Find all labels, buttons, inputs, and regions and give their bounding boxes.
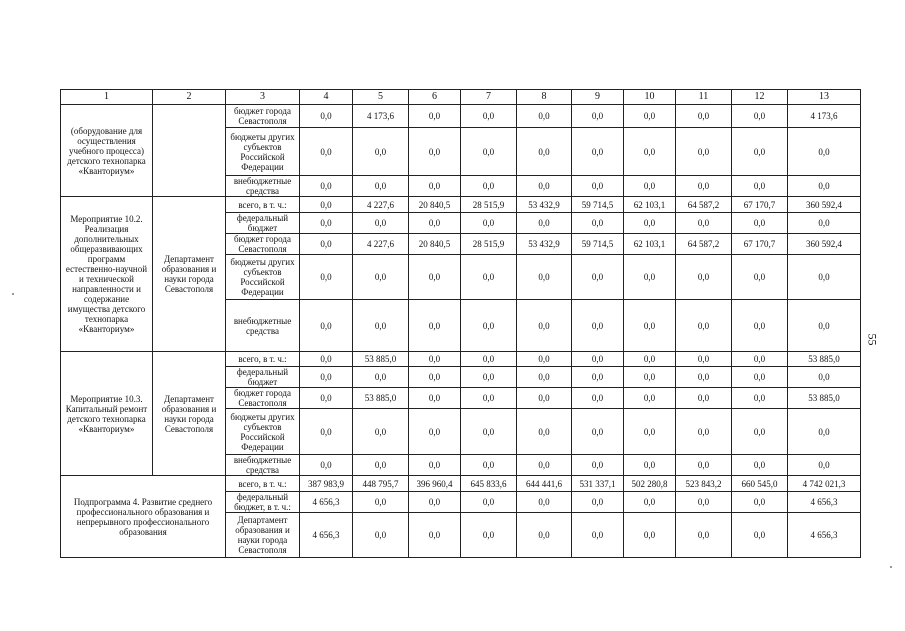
header-cell: 2: [153, 90, 226, 105]
value-cell: 0,0: [788, 455, 861, 476]
value-cell: 53 432,9: [517, 234, 572, 255]
value-cell: 0,0: [676, 352, 732, 367]
header-cell: 6: [409, 90, 461, 105]
value-cell: 0,0: [461, 300, 517, 352]
value-cell: 0,0: [300, 409, 353, 455]
value-cell: 0,0: [353, 367, 409, 388]
value-cell: 0,0: [517, 176, 572, 197]
executor-cell: [153, 105, 226, 197]
value-cell: 0,0: [788, 409, 861, 455]
value-cell: 0,0: [300, 352, 353, 367]
funding-source-cell: бюджет города Севастополя: [226, 234, 300, 255]
executor-cell: Департамент образования и науки города Севастополя: [153, 197, 226, 352]
value-cell: 0,0: [572, 492, 624, 513]
activity-name-cell: Мероприятие 10.2. Реализация дополнительных общеразвивающих программ естественно-научной и технической направленности и содержание имущества детского технопарка «Кванториум»: [61, 197, 153, 352]
value-cell: 0,0: [676, 255, 732, 300]
value-cell: 0,0: [353, 255, 409, 300]
value-cell: 0,0: [461, 176, 517, 197]
value-cell: 0,0: [788, 255, 861, 300]
value-cell: 0,0: [517, 105, 572, 128]
value-cell: 502 280,8: [624, 476, 676, 492]
value-cell: 0,0: [624, 513, 676, 558]
value-cell: 0,0: [353, 455, 409, 476]
value-cell: 0,0: [461, 255, 517, 300]
value-cell: 0,0: [461, 409, 517, 455]
value-cell: 0,0: [676, 176, 732, 197]
value-cell: 53 432,9: [517, 197, 572, 213]
table-row: [61, 197, 861, 213]
value-cell: 0,0: [572, 352, 624, 367]
value-cell: 64 587,2: [676, 197, 732, 213]
value-cell: 396 960,4: [409, 476, 461, 492]
value-cell: 0,0: [624, 213, 676, 234]
value-cell: 0,0: [409, 300, 461, 352]
value-cell: 448 795,7: [353, 476, 409, 492]
value-cell: 0,0: [353, 513, 409, 558]
value-cell: 0,0: [788, 128, 861, 176]
value-cell: 0,0: [624, 367, 676, 388]
header-cell: 11: [676, 90, 732, 105]
value-cell: 0,0: [732, 300, 788, 352]
value-cell: 0,0: [409, 128, 461, 176]
value-cell: 645 833,6: [461, 476, 517, 492]
value-cell: 387 983,9: [300, 476, 353, 492]
value-cell: 0,0: [676, 492, 732, 513]
value-cell: 0,0: [676, 367, 732, 388]
funding-source-cell: федеральный бюджет: [226, 367, 300, 388]
value-cell: 53 885,0: [788, 352, 861, 367]
value-cell: 0,0: [461, 367, 517, 388]
value-cell: 0,0: [300, 128, 353, 176]
subprogram-name-cell: Подпрограмма 4. Развитие среднего профессионального образования и непрерывного профессионального образования: [61, 476, 226, 558]
value-cell: 0,0: [572, 255, 624, 300]
value-cell: 0,0: [300, 197, 353, 213]
value-cell: 0,0: [517, 352, 572, 367]
value-cell: 4 656,3: [300, 513, 353, 558]
value-cell: 0,0: [517, 128, 572, 176]
value-cell: 0,0: [517, 213, 572, 234]
value-cell: 0,0: [624, 105, 676, 128]
header-cell: 12: [732, 90, 788, 105]
value-cell: 0,0: [788, 213, 861, 234]
value-cell: 0,0: [788, 176, 861, 197]
value-cell: 531 337,1: [572, 476, 624, 492]
value-cell: 53 885,0: [788, 388, 861, 409]
header-cell: 9: [572, 90, 624, 105]
value-cell: 0,0: [409, 176, 461, 197]
value-cell: 0,0: [409, 352, 461, 367]
value-cell: 0,0: [300, 234, 353, 255]
value-cell: 0,0: [353, 409, 409, 455]
header-cell: 3: [226, 90, 300, 105]
value-cell: 0,0: [353, 213, 409, 234]
value-cell: 0,0: [572, 176, 624, 197]
scan-speck: [12, 293, 14, 295]
value-cell: 20 840,5: [409, 197, 461, 213]
value-cell: 0,0: [409, 213, 461, 234]
value-cell: 0,0: [676, 409, 732, 455]
value-cell: 59 714,5: [572, 197, 624, 213]
value-cell: 67 170,7: [732, 234, 788, 255]
value-cell: 0,0: [300, 388, 353, 409]
value-cell: 0,0: [572, 367, 624, 388]
value-cell: 0,0: [517, 492, 572, 513]
value-cell: 0,0: [409, 455, 461, 476]
value-cell: 0,0: [572, 455, 624, 476]
value-cell: 0,0: [300, 455, 353, 476]
value-cell: 0,0: [732, 455, 788, 476]
value-cell: 0,0: [732, 367, 788, 388]
value-cell: 0,0: [461, 492, 517, 513]
funding-source-cell: всего, в т. ч.:: [226, 197, 300, 213]
value-cell: 0,0: [624, 300, 676, 352]
value-cell: 0,0: [624, 352, 676, 367]
budget-table: [60, 89, 861, 558]
value-cell: 0,0: [732, 409, 788, 455]
value-cell: 0,0: [676, 388, 732, 409]
value-cell: 0,0: [461, 513, 517, 558]
value-cell: 28 515,9: [461, 197, 517, 213]
header-cell: 4: [300, 90, 353, 105]
budget-table-sheet: [60, 89, 860, 558]
activity-name-cell: Мероприятие 10.3. Капитальный ремонт детского технопарка «Кванториум»: [61, 352, 153, 476]
value-cell: 0,0: [517, 455, 572, 476]
value-cell: 0,0: [624, 388, 676, 409]
value-cell: 53 885,0: [353, 352, 409, 367]
value-cell: 0,0: [300, 176, 353, 197]
value-cell: 0,0: [676, 300, 732, 352]
value-cell: 0,0: [517, 388, 572, 409]
value-cell: 0,0: [461, 105, 517, 128]
value-cell: 0,0: [572, 128, 624, 176]
header-cell: 1: [61, 90, 153, 105]
value-cell: 0,0: [353, 176, 409, 197]
value-cell: 523 843,2: [676, 476, 732, 492]
value-cell: 0,0: [353, 128, 409, 176]
value-cell: 0,0: [353, 492, 409, 513]
value-cell: 4 227,6: [353, 197, 409, 213]
value-cell: 0,0: [517, 255, 572, 300]
value-cell: 4 656,3: [788, 513, 861, 558]
value-cell: 660 545,0: [732, 476, 788, 492]
value-cell: 0,0: [732, 255, 788, 300]
funding-source-cell: Департамент образования и науки города Севастополя: [226, 513, 300, 558]
header-cell: 13: [788, 90, 861, 105]
value-cell: 0,0: [517, 367, 572, 388]
value-cell: 0,0: [572, 409, 624, 455]
value-cell: 0,0: [409, 367, 461, 388]
header-cell: 10: [624, 90, 676, 105]
value-cell: 0,0: [353, 300, 409, 352]
value-cell: 53 885,0: [353, 388, 409, 409]
value-cell: 62 103,1: [624, 197, 676, 213]
value-cell: 0,0: [624, 128, 676, 176]
value-cell: 64 587,2: [676, 234, 732, 255]
value-cell: 4 173,6: [788, 105, 861, 128]
value-cell: 0,0: [300, 105, 353, 128]
funding-source-cell: внебюджетные средства: [226, 176, 300, 197]
header-cell: 7: [461, 90, 517, 105]
value-cell: 0,0: [461, 388, 517, 409]
value-cell: 4 173,6: [353, 105, 409, 128]
value-cell: 28 515,9: [461, 234, 517, 255]
funding-source-cell: федеральный бюджет, в т. ч.:: [226, 492, 300, 513]
value-cell: 0,0: [461, 128, 517, 176]
value-cell: 0,0: [732, 105, 788, 128]
header-cell: 5: [353, 90, 409, 105]
value-cell: 0,0: [409, 513, 461, 558]
value-cell: 0,0: [300, 255, 353, 300]
funding-source-cell: бюджеты других субъектов Российской Федерации: [226, 409, 300, 455]
value-cell: 0,0: [572, 105, 624, 128]
value-cell: 0,0: [732, 513, 788, 558]
value-cell: 4 656,3: [300, 492, 353, 513]
page-number: 55: [865, 333, 880, 346]
value-cell: 0,0: [788, 367, 861, 388]
funding-source-cell: бюджет города Севастополя: [226, 388, 300, 409]
table-row: [61, 105, 861, 128]
header-row: [61, 90, 861, 105]
value-cell: 0,0: [676, 513, 732, 558]
value-cell: 0,0: [517, 409, 572, 455]
funding-source-cell: бюджет города Севастополя: [226, 105, 300, 128]
value-cell: 0,0: [409, 105, 461, 128]
value-cell: 0,0: [624, 176, 676, 197]
value-cell: 0,0: [676, 455, 732, 476]
funding-source-cell: федеральный бюджет: [226, 213, 300, 234]
value-cell: 62 103,1: [624, 234, 676, 255]
value-cell: 59 714,5: [572, 234, 624, 255]
executor-cell: Департамент образования и науки города Севастополя: [153, 352, 226, 476]
value-cell: 0,0: [517, 513, 572, 558]
value-cell: 0,0: [732, 388, 788, 409]
value-cell: 67 170,7: [732, 197, 788, 213]
value-cell: 0,0: [624, 492, 676, 513]
value-cell: 0,0: [461, 352, 517, 367]
header-cell: 8: [517, 90, 572, 105]
funding-source-cell: внебюджетные средства: [226, 455, 300, 476]
value-cell: 360 592,4: [788, 197, 861, 213]
value-cell: 0,0: [732, 352, 788, 367]
value-cell: 0,0: [732, 492, 788, 513]
value-cell: 4 742 021,3: [788, 476, 861, 492]
funding-source-cell: бюджеты других субъектов Российской Федерации: [226, 128, 300, 176]
funding-source-cell: внебюджетные средства: [226, 300, 300, 352]
value-cell: 644 441,6: [517, 476, 572, 492]
value-cell: 0,0: [461, 455, 517, 476]
value-cell: 0,0: [409, 388, 461, 409]
value-cell: 0,0: [461, 213, 517, 234]
table-row: [61, 352, 861, 367]
funding-source-cell: всего, в т. ч.:: [226, 352, 300, 367]
value-cell: 4 656,3: [788, 492, 861, 513]
value-cell: 0,0: [732, 176, 788, 197]
value-cell: 0,0: [409, 409, 461, 455]
activity-name-cell: (оборудование для осуществления учебного процесса) детского технопарка «Кванториум»: [61, 105, 153, 197]
value-cell: 0,0: [409, 492, 461, 513]
value-cell: 0,0: [300, 300, 353, 352]
value-cell: 0,0: [624, 255, 676, 300]
funding-source-cell: бюджеты других субъектов Российской Федерации: [226, 255, 300, 300]
summary-row: [61, 476, 861, 492]
funding-source-cell: всего, в т. ч.:: [226, 476, 300, 492]
value-cell: 0,0: [409, 255, 461, 300]
value-cell: 0,0: [300, 213, 353, 234]
value-cell: 0,0: [624, 455, 676, 476]
value-cell: 0,0: [572, 300, 624, 352]
value-cell: 0,0: [676, 128, 732, 176]
value-cell: 0,0: [676, 213, 732, 234]
value-cell: 0,0: [676, 105, 732, 128]
value-cell: 20 840,5: [409, 234, 461, 255]
value-cell: 0,0: [572, 513, 624, 558]
scan-speck: [890, 566, 892, 568]
value-cell: 0,0: [572, 213, 624, 234]
value-cell: 0,0: [300, 367, 353, 388]
value-cell: 0,0: [732, 213, 788, 234]
value-cell: 0,0: [788, 300, 861, 352]
value-cell: 4 227,6: [353, 234, 409, 255]
value-cell: 0,0: [517, 300, 572, 352]
value-cell: 0,0: [624, 409, 676, 455]
value-cell: 0,0: [732, 128, 788, 176]
value-cell: 360 592,4: [788, 234, 861, 255]
value-cell: 0,0: [572, 388, 624, 409]
